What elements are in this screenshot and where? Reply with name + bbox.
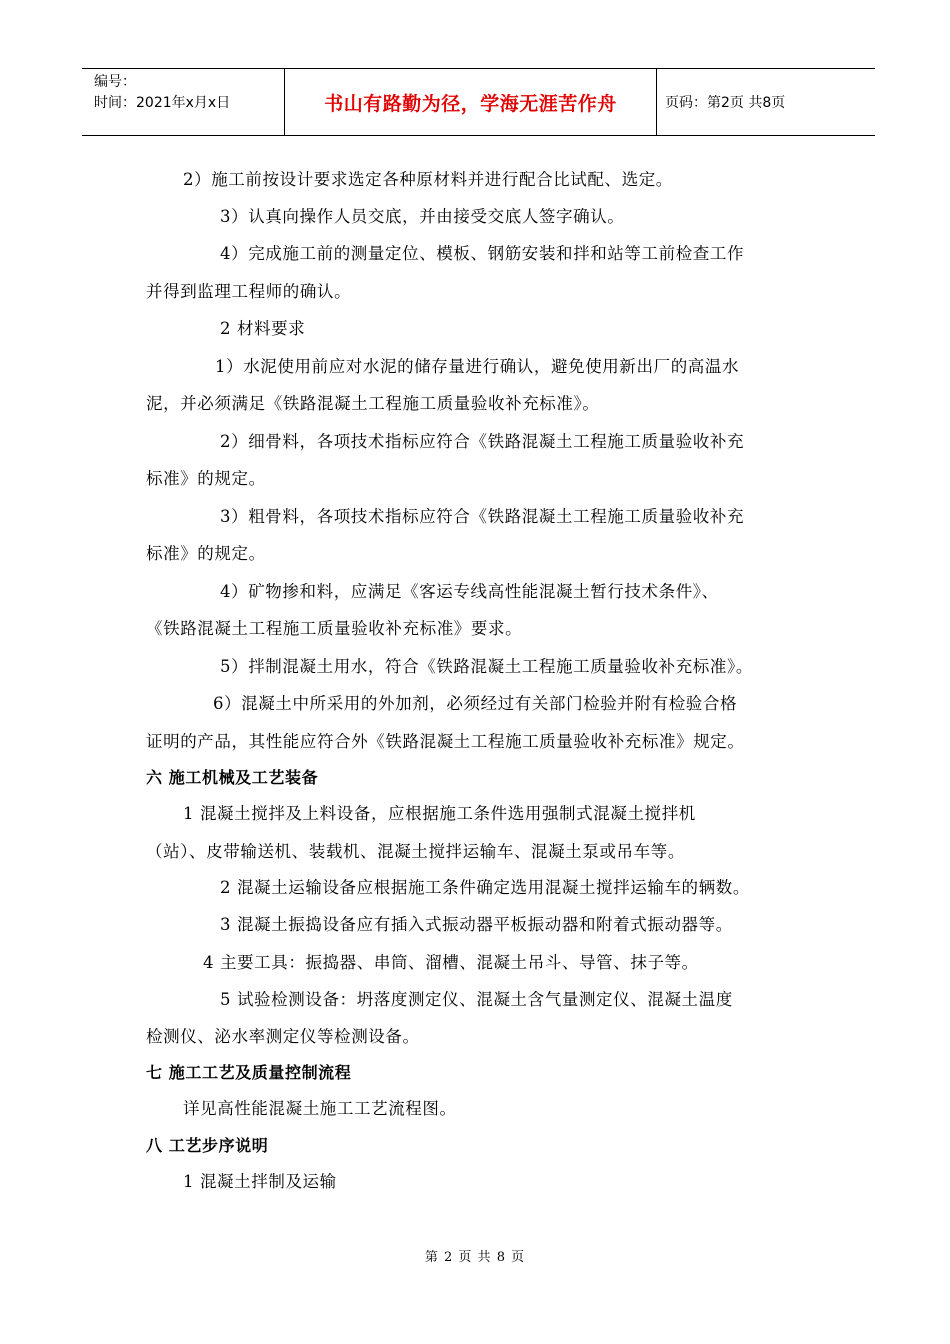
- section-heading-6: 六 施工机械及工艺装备: [146, 768, 319, 787]
- body-line: 3）认真向操作人员交底，并由接受交底人签字确认。: [220, 207, 625, 226]
- section-heading-7: 七 施工工艺及质量控制流程: [146, 1063, 352, 1082]
- body-line: 1 混凝土拌制及运输: [183, 1172, 337, 1191]
- body-line: 5）拌制混凝土用水，符合《铁路混凝土工程施工质量验收补充标准》。: [220, 657, 753, 676]
- body-line: 详见高性能混凝土施工工艺流程图。: [183, 1099, 457, 1118]
- page-header: [82, 68, 875, 136]
- body-line: 2）施工前按设计要求选定各种原材料并进行配合比试配、选定。: [183, 170, 673, 189]
- body-line: 泥，并必须满足《铁路混凝土工程施工质量验收补充标准》。: [146, 394, 600, 413]
- header-meta: [82, 69, 285, 135]
- body-line: 3 混凝土振捣设备应有插入式振动器平板振动器和附着式振动器等。: [220, 915, 733, 934]
- body-line: 标准》的规定。: [146, 544, 266, 563]
- body-line: 5 试验检测设备：坍落度测定仪、混凝土含气量测定仪、混凝土温度: [220, 990, 733, 1009]
- section-heading-8: 八 工艺步序说明: [146, 1136, 269, 1155]
- header-number: 编号：: [94, 74, 136, 90]
- body-line: 4 主要工具：振捣器、串筒、溜槽、混凝土吊斗、导管、抹子等。: [203, 953, 699, 972]
- body-line: 1 混凝土搅拌及上料设备，应根据施工条件选用强制式混凝土搅拌机: [183, 804, 696, 823]
- body-line: 6）混凝土中所采用的外加剂，必须经过有关部门检验并附有检验合格: [213, 694, 738, 713]
- body-line: 检测仪、泌水率测定仪等检测设备。: [146, 1027, 420, 1046]
- body-line: （站）、皮带输送机、装载机、混凝土搅拌运输车、混凝土泵或吊车等。: [146, 842, 685, 861]
- body-line: 《铁路混凝土工程施工质量验收补充标准》要求。: [146, 619, 523, 638]
- body-line: 并得到监理工程师的确认。: [146, 282, 352, 301]
- header-page-info: 页码：第2页 共8页: [665, 95, 786, 111]
- body-line: 证明的产品，其性能应符合外《铁路混凝土工程施工质量验收补充标准》规定。: [146, 732, 745, 751]
- header-time: 时间：2021年x月x日: [94, 95, 231, 111]
- body-line: 3）粗骨料，各项技术指标应符合《铁路混凝土工程施工质量验收补充: [220, 507, 745, 526]
- body-line: 2）细骨料，各项技术指标应符合《铁路混凝土工程施工质量验收补充: [220, 432, 745, 451]
- page-footer: 第 2 页 共 8 页: [424, 1250, 526, 1265]
- body-line: 标准》的规定。: [146, 469, 266, 488]
- body-line: 4）矿物掺和料，应满足《客运专线高性能混凝土暂行技术条件》、: [220, 582, 719, 601]
- body-line: 2 混凝土运输设备应根据施工条件确定选用混凝土搅拌运输车的辆数。: [220, 878, 750, 897]
- body-line: 4）完成施工前的测量定位、模板、钢筋安装和拌和站等工前检查工作: [220, 244, 745, 263]
- section-subtitle: 2 材料要求: [220, 319, 306, 338]
- header-motto: 书山有路勤为径，学海无涯苦作舟: [285, 69, 657, 135]
- body-line: 1）水泥使用前应对水泥的储存量进行确认，避免使用新出厂的高温水: [215, 357, 740, 376]
